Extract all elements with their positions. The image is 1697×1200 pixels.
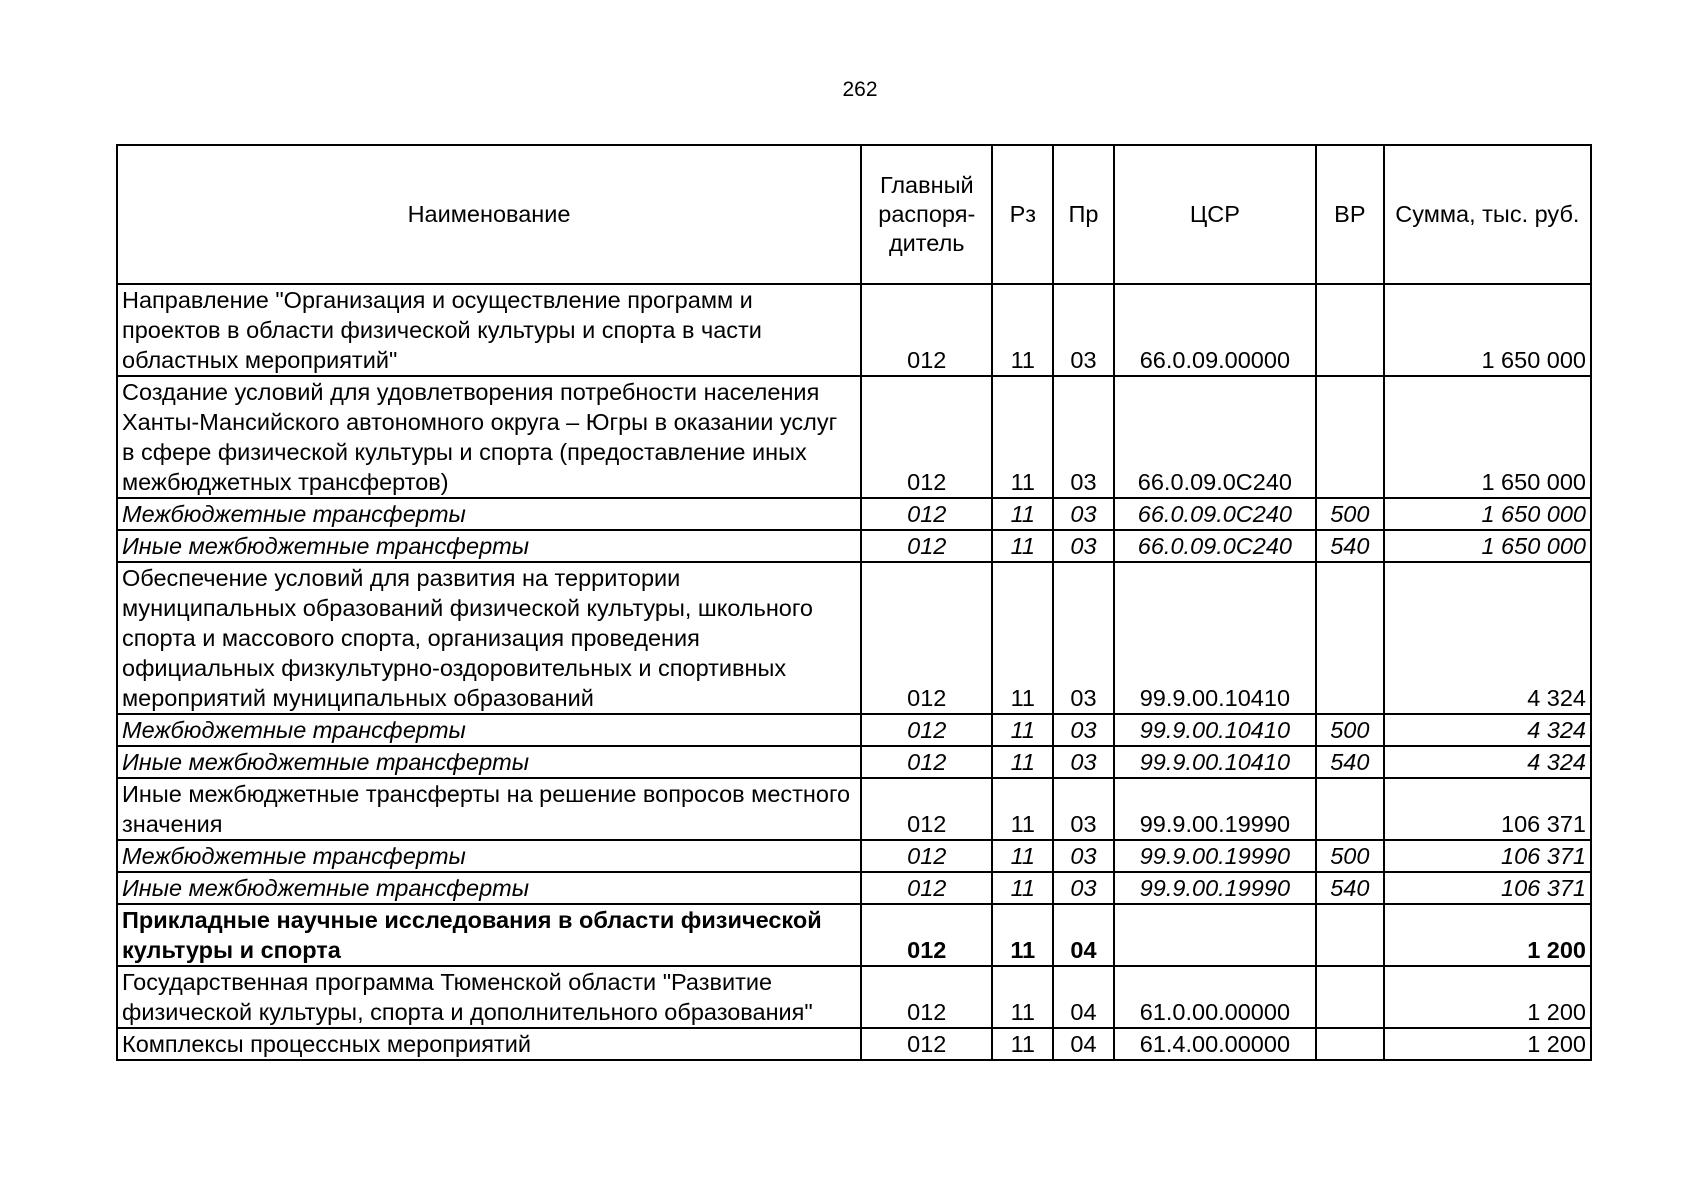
cell-rz: 11 — [992, 530, 1053, 562]
cell-csr: 66.0.09.0С240 — [1114, 530, 1316, 562]
cell-csr: 99.9.00.10410 — [1114, 562, 1316, 714]
cell-gr: 012 — [861, 498, 992, 530]
cell-gr: 012 — [861, 778, 992, 840]
cell-sum: 1 650 000 — [1384, 284, 1591, 376]
cell-csr: 99.9.00.10410 — [1114, 746, 1316, 778]
cell-pr: 03 — [1053, 778, 1114, 840]
cell-csr: 99.9.00.19990 — [1114, 872, 1316, 904]
cell-sum: 1 200 — [1384, 1028, 1591, 1060]
table-row — [117, 498, 1591, 530]
cell-name: Создание условий для удовлетворения потребности населения Ханты-Мансийского автономного округа – Югры в оказании услуг в сфере физической культуры и спорта (предоставление иных межбюджетных трансфертов) — [117, 376, 861, 498]
cell-csr: 66.0.09.0С240 — [1114, 498, 1316, 530]
cell-rz: 11 — [992, 872, 1053, 904]
cell-gr: 012 — [861, 714, 992, 746]
cell-vr — [1316, 284, 1384, 376]
cell-pr: 03 — [1053, 840, 1114, 872]
header-vr: ВР — [1316, 145, 1384, 284]
table-header-row — [117, 145, 1591, 284]
cell-pr: 04 — [1053, 904, 1114, 966]
cell-sum: 1 650 000 — [1384, 376, 1591, 498]
table-row — [117, 530, 1591, 562]
cell-csr: 99.9.00.19990 — [1114, 778, 1316, 840]
cell-rz: 11 — [992, 778, 1053, 840]
header-name: Наименование — [117, 145, 861, 284]
cell-gr: 012 — [861, 530, 992, 562]
cell-pr: 03 — [1053, 746, 1114, 778]
table-row — [117, 376, 1591, 498]
cell-gr: 012 — [861, 872, 992, 904]
cell-pr: 03 — [1053, 284, 1114, 376]
header-pr: Пр — [1053, 145, 1114, 284]
header-csr: ЦСР — [1114, 145, 1316, 284]
cell-name: Межбюджетные трансферты — [117, 840, 861, 872]
cell-name: Направление "Организация и осуществление программ и проектов в области физической культуры и спорта в части областных мероприятий" — [117, 284, 861, 376]
cell-gr: 012 — [861, 904, 992, 966]
table-row — [117, 778, 1591, 840]
cell-rz: 11 — [992, 376, 1053, 498]
cell-pr: 03 — [1053, 376, 1114, 498]
cell-pr: 03 — [1053, 872, 1114, 904]
cell-vr: 500 — [1316, 714, 1384, 746]
cell-vr: 540 — [1316, 530, 1384, 562]
budget-table — [116, 144, 1592, 1061]
table-row — [117, 872, 1591, 904]
cell-vr: 540 — [1316, 872, 1384, 904]
cell-csr: 66.0.09.0С240 — [1114, 376, 1316, 498]
cell-rz: 11 — [992, 562, 1053, 714]
table-row — [117, 904, 1591, 966]
cell-vr — [1316, 562, 1384, 714]
cell-name: Иные межбюджетные трансферты — [117, 530, 861, 562]
cell-sum: 4 324 — [1384, 562, 1591, 714]
cell-name: Межбюджетные трансферты — [117, 498, 861, 530]
cell-rz: 11 — [992, 746, 1053, 778]
table-row — [117, 1028, 1591, 1060]
cell-sum: 4 324 — [1384, 714, 1591, 746]
cell-vr: 500 — [1316, 840, 1384, 872]
cell-pr: 03 — [1053, 530, 1114, 562]
table-body — [117, 284, 1591, 1060]
cell-name: Прикладные научные исследования в области физической культуры и спорта — [117, 904, 861, 966]
cell-name: Межбюджетные трансферты — [117, 714, 861, 746]
cell-sum: 106 371 — [1384, 840, 1591, 872]
cell-csr — [1114, 904, 1316, 966]
cell-rz: 11 — [992, 840, 1053, 872]
cell-gr: 012 — [861, 284, 992, 376]
cell-gr: 012 — [861, 966, 992, 1028]
cell-name: Иные межбюджетные трансферты — [117, 746, 861, 778]
cell-name: Государственная программа Тюменской области "Развитие физической культуры, спорта и дополнительного образования" — [117, 966, 861, 1028]
cell-pr: 04 — [1053, 966, 1114, 1028]
cell-vr — [1316, 376, 1384, 498]
header-rz: Рз — [992, 145, 1053, 284]
cell-gr: 012 — [861, 376, 992, 498]
cell-sum: 1 200 — [1384, 904, 1591, 966]
cell-gr: 012 — [861, 1028, 992, 1060]
table-row — [117, 284, 1591, 376]
cell-vr — [1316, 904, 1384, 966]
cell-vr — [1316, 1028, 1384, 1060]
table-row — [117, 966, 1591, 1028]
cell-sum: 1 650 000 — [1384, 530, 1591, 562]
table-row — [117, 714, 1591, 746]
cell-vr: 540 — [1316, 746, 1384, 778]
cell-gr: 012 — [861, 746, 992, 778]
cell-csr: 61.0.00.00000 — [1114, 966, 1316, 1028]
cell-sum: 106 371 — [1384, 778, 1591, 840]
cell-csr: 99.9.00.19990 — [1114, 840, 1316, 872]
table-row — [117, 746, 1591, 778]
cell-pr: 04 — [1053, 1028, 1114, 1060]
cell-pr: 03 — [1053, 714, 1114, 746]
cell-gr: 012 — [861, 840, 992, 872]
cell-vr: 500 — [1316, 498, 1384, 530]
cell-csr: 99.9.00.10410 — [1114, 714, 1316, 746]
cell-csr: 61.4.00.00000 — [1114, 1028, 1316, 1060]
cell-rz: 11 — [992, 966, 1053, 1028]
table-row — [117, 840, 1591, 872]
cell-gr: 012 — [861, 562, 992, 714]
cell-name: Обеспечение условий для развития на территории муниципальных образований физической культуры, школьного спорта и массового спорта, организация проведения официальных физкультурно-оздоровительных и спортивных мероприятий муниципальных образований — [117, 562, 861, 714]
cell-sum: 1 650 000 — [1384, 498, 1591, 530]
cell-name: Иные межбюджетные трансферты — [117, 872, 861, 904]
header-glavny: Главный распоря-дитель — [861, 145, 992, 284]
table-row — [117, 562, 1591, 714]
cell-pr: 03 — [1053, 498, 1114, 530]
cell-name: Иные межбюджетные трансферты на решение вопросов местного значения — [117, 778, 861, 840]
cell-sum: 106 371 — [1384, 872, 1591, 904]
cell-vr — [1316, 966, 1384, 1028]
cell-pr: 03 — [1053, 562, 1114, 714]
cell-rz: 11 — [992, 284, 1053, 376]
cell-rz: 11 — [992, 714, 1053, 746]
cell-rz: 11 — [992, 904, 1053, 966]
cell-name: Комплексы процессных мероприятий — [117, 1028, 861, 1060]
cell-sum: 4 324 — [1384, 746, 1591, 778]
cell-rz: 11 — [992, 498, 1053, 530]
page-number: 262 — [842, 78, 878, 101]
cell-rz: 11 — [992, 1028, 1053, 1060]
header-sum: Сумма, тыс. руб. — [1384, 145, 1591, 284]
cell-csr: 66.0.09.00000 — [1114, 284, 1316, 376]
cell-sum: 1 200 — [1384, 966, 1591, 1028]
cell-vr — [1316, 778, 1384, 840]
